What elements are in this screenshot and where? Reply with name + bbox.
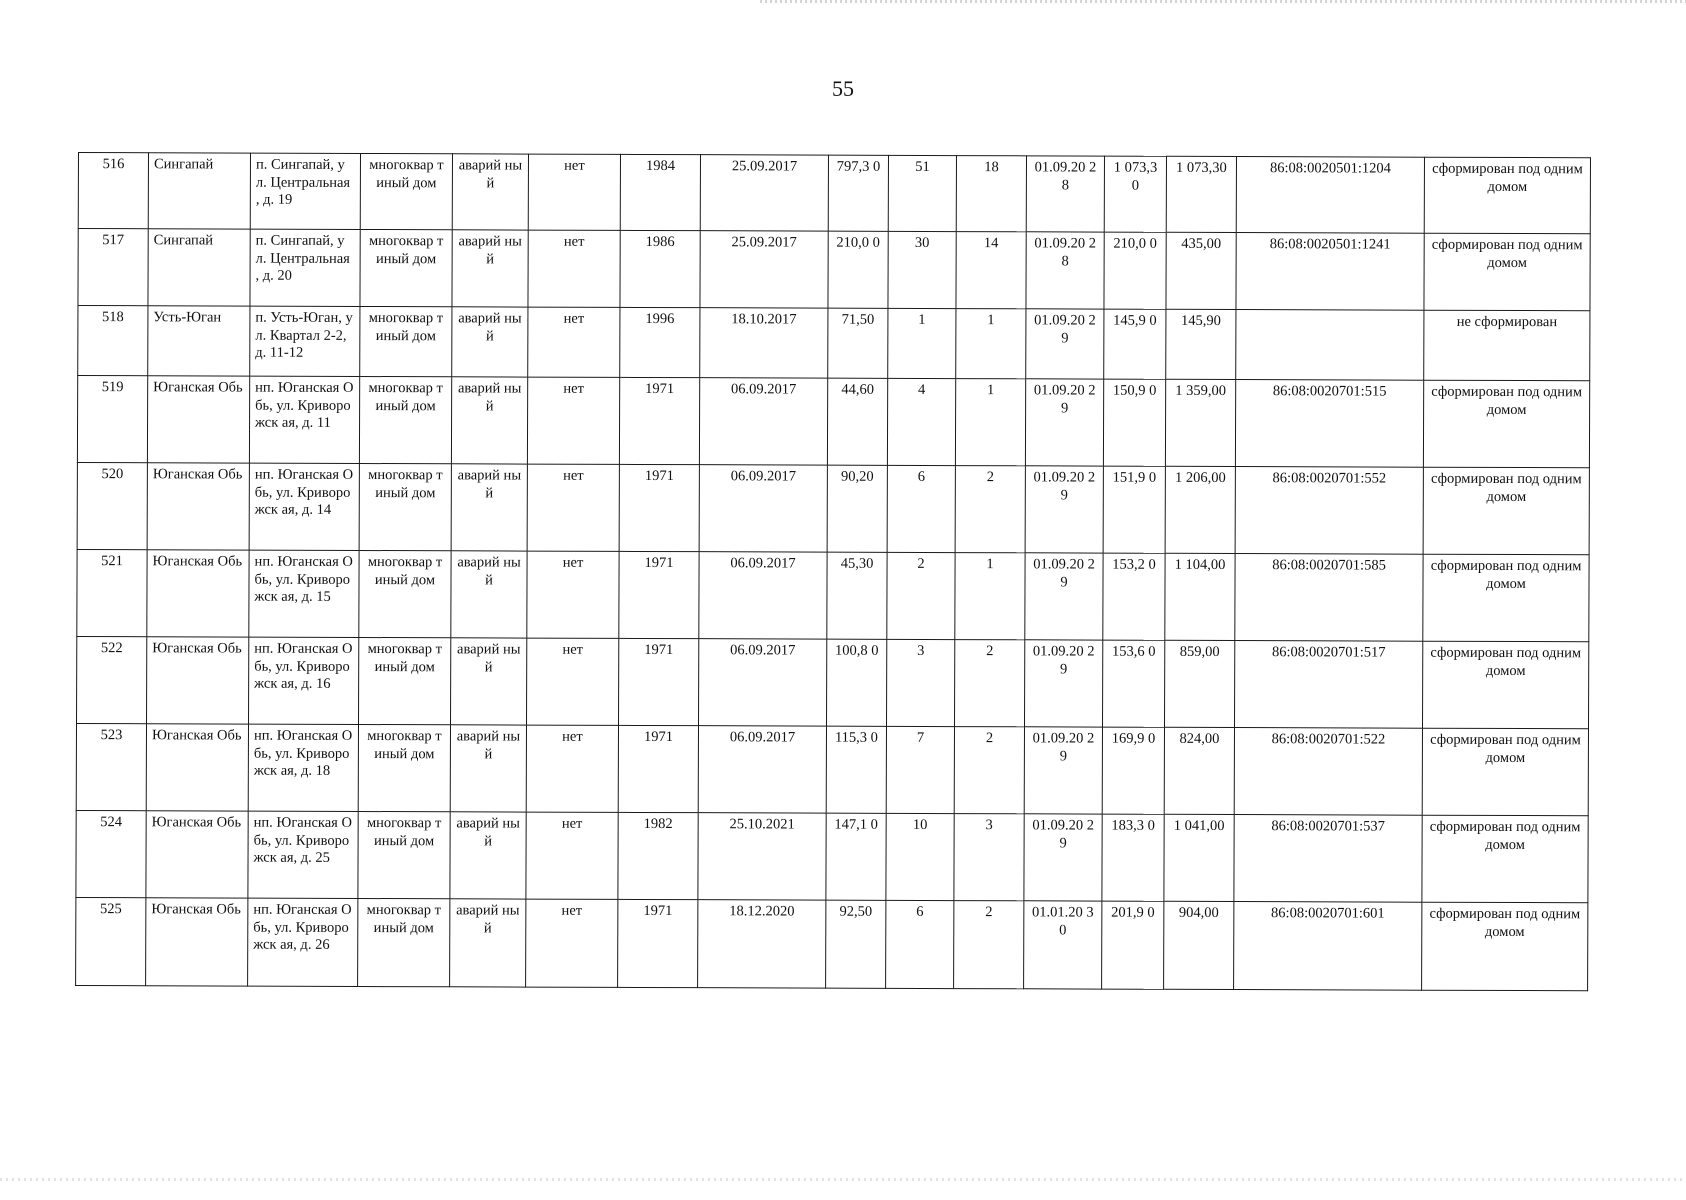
cell-status-flag: нет bbox=[527, 464, 619, 551]
cell-residents: 6 bbox=[887, 465, 955, 552]
cell-land-status: сформирован под одним домом bbox=[1424, 157, 1590, 234]
cell-address: нп. Юганская Обь, ул. Криворожск ая, д. 14 bbox=[249, 463, 359, 550]
cell-row-number: 520 bbox=[77, 462, 147, 549]
cell-apartments: 1 bbox=[955, 379, 1025, 466]
cell-total-area: 153,6 0 bbox=[1102, 640, 1164, 727]
cell-condition: аварий ный bbox=[452, 230, 528, 307]
cell-relocation-date: 01.09.20 28 bbox=[1026, 232, 1104, 309]
cell-status-flag: нет bbox=[527, 377, 619, 464]
cell-recognition-date: 25.09.2017 bbox=[700, 155, 828, 231]
cell-total-area: 183,3 0 bbox=[1102, 814, 1164, 901]
cell-apartments: 1 bbox=[956, 309, 1026, 379]
cell-relocation-date: 01.09.20 29 bbox=[1026, 309, 1104, 379]
cell-total-area: 201,9 0 bbox=[1102, 901, 1164, 989]
cell-row-number: 518 bbox=[78, 306, 148, 376]
cell-land-area: 859,00 bbox=[1164, 640, 1234, 727]
cell-residents: 4 bbox=[887, 378, 955, 465]
cell-residents: 6 bbox=[886, 900, 954, 988]
cell-area-value: 44,60 bbox=[827, 378, 887, 465]
cell-area-value: 147,1 0 bbox=[826, 813, 886, 900]
cell-area-value: 45,30 bbox=[827, 552, 887, 639]
cell-build-year: 1971 bbox=[618, 725, 698, 812]
cell-land-area: 145,90 bbox=[1166, 309, 1236, 379]
cell-address: нп. Юганская Обь, ул. Криворожск ая, д. 26 bbox=[248, 898, 358, 986]
cell-total-area: 151,9 0 bbox=[1103, 466, 1165, 553]
cell-area-value: 210,0 0 bbox=[828, 231, 888, 308]
cell-cadastral-number: 86:08:0020501:1204 bbox=[1236, 157, 1424, 234]
cell-status-flag: нет bbox=[526, 725, 618, 812]
cell-status-flag: нет bbox=[526, 899, 618, 987]
cell-settlement: Юганская Обь bbox=[147, 376, 249, 463]
cell-relocation-date: 01.09.20 28 bbox=[1026, 156, 1104, 232]
cell-building-type: многоквар тиный дом bbox=[358, 724, 450, 811]
cell-land-status: сформирован под одним домом bbox=[1422, 728, 1588, 816]
cell-land-area: 824,00 bbox=[1164, 727, 1234, 814]
table-row bbox=[77, 549, 1589, 641]
cell-row-number: 516 bbox=[78, 153, 148, 229]
cell-building-type: многоквар тиный дом bbox=[359, 376, 451, 463]
cell-settlement: Юганская Обь bbox=[146, 724, 248, 811]
cell-cadastral-number: 86:08:0020701:601 bbox=[1234, 902, 1422, 991]
cell-land-status: сформирован под одним домом bbox=[1422, 641, 1588, 729]
cell-relocation-date: 01.09.20 29 bbox=[1025, 379, 1103, 466]
table-row bbox=[78, 306, 1590, 381]
cell-residents: 3 bbox=[887, 639, 955, 726]
cell-build-year: 1986 bbox=[620, 230, 700, 307]
cell-residents: 30 bbox=[888, 231, 956, 308]
cell-recognition-date: 06.09.2017 bbox=[699, 465, 827, 552]
table-row bbox=[77, 462, 1589, 554]
cell-recognition-date: 06.09.2017 bbox=[698, 726, 826, 813]
cell-area-value: 797,3 0 bbox=[828, 155, 888, 231]
cell-settlement: Юганская Обь bbox=[146, 811, 248, 898]
cell-address: п. Сингапай, ул. Центральная , д. 19 bbox=[250, 153, 360, 229]
cell-settlement: Усть-Юган bbox=[148, 306, 250, 376]
cell-relocation-date: 01.09.20 29 bbox=[1024, 814, 1102, 901]
cell-row-number: 522 bbox=[77, 636, 147, 723]
cell-land-area: 435,00 bbox=[1166, 232, 1236, 309]
cell-apartments: 14 bbox=[956, 232, 1026, 309]
cell-row-number: 517 bbox=[78, 229, 148, 306]
cell-settlement: Юганская Обь bbox=[147, 637, 249, 724]
cell-address: п. Сингапай, ул. Центральная , д. 20 bbox=[250, 229, 360, 306]
cell-apartments: 2 bbox=[955, 466, 1025, 553]
cell-relocation-date: 01.09.20 29 bbox=[1025, 466, 1103, 553]
cell-cadastral-number: 86:08:0020701:517 bbox=[1234, 641, 1422, 729]
cell-condition: аварий ный bbox=[452, 307, 528, 377]
cell-address: нп. Юганская Обь, ул. Криворожск ая, д. 18 bbox=[248, 724, 358, 811]
table-row bbox=[77, 636, 1589, 728]
cell-condition: аварий ный bbox=[450, 899, 526, 987]
cell-land-status: сформирован под одним домом bbox=[1423, 554, 1589, 642]
cell-build-year: 1971 bbox=[619, 638, 699, 725]
table-row bbox=[76, 810, 1588, 902]
cell-build-year: 1971 bbox=[618, 899, 698, 987]
cell-building-type: многоквар тиный дом bbox=[360, 306, 452, 376]
cell-residents: 2 bbox=[887, 552, 955, 639]
cell-build-year: 1984 bbox=[620, 154, 700, 230]
cell-land-area: 1 073,30 bbox=[1166, 156, 1236, 232]
cell-condition: аварий ный bbox=[451, 551, 527, 638]
cell-status-flag: нет bbox=[527, 638, 619, 725]
cell-land-area: 1 104,00 bbox=[1165, 553, 1235, 640]
cell-total-area: 169,9 0 bbox=[1102, 727, 1164, 814]
cell-area-value: 90,20 bbox=[827, 465, 887, 552]
cell-address: нп. Юганская Обь, ул. Криворожск ая, д. 11 bbox=[249, 376, 359, 463]
cell-condition: аварий ный bbox=[451, 464, 527, 551]
cell-relocation-date: 01.09.20 29 bbox=[1025, 553, 1103, 640]
cell-status-flag: нет bbox=[528, 154, 620, 230]
cell-settlement: Юганская Обь bbox=[146, 898, 248, 986]
cell-relocation-date: 01.09.20 29 bbox=[1024, 640, 1102, 727]
cell-area-value: 92,50 bbox=[826, 900, 886, 988]
cell-total-area: 153,2 0 bbox=[1103, 553, 1165, 640]
cell-status-flag: нет bbox=[526, 812, 618, 899]
cell-land-area: 1 041,00 bbox=[1164, 814, 1234, 901]
cell-land-status: не сформирован bbox=[1424, 310, 1590, 381]
cell-building-type: многоквар тиный дом bbox=[358, 811, 450, 898]
cell-land-area: 1 206,00 bbox=[1165, 466, 1235, 553]
scan-edge-bottom bbox=[0, 1178, 1686, 1181]
cell-residents: 51 bbox=[888, 155, 956, 231]
cell-row-number: 524 bbox=[76, 810, 146, 897]
cell-building-type: многоквар тиный дом bbox=[359, 637, 451, 724]
cell-address: п. Усть-Юган, ул. Квартал 2-2, д. 11-12 bbox=[250, 306, 360, 376]
cell-residents: 10 bbox=[886, 813, 954, 900]
table-body bbox=[76, 153, 1591, 991]
cell-row-number: 523 bbox=[76, 723, 146, 810]
cell-row-number: 519 bbox=[77, 376, 147, 463]
cell-recognition-date: 06.09.2017 bbox=[699, 552, 827, 639]
cell-relocation-date: 01.01.20 30 bbox=[1024, 901, 1102, 989]
cell-address: нп. Юганская Обь, ул. Криворожск ая, д. 16 bbox=[249, 637, 359, 724]
cell-land-status: сформирован под одним домом bbox=[1422, 902, 1588, 991]
cell-cadastral-number bbox=[1236, 310, 1424, 381]
cell-cadastral-number: 86:08:0020701:585 bbox=[1235, 554, 1423, 642]
cell-recognition-date: 18.12.2020 bbox=[698, 900, 826, 988]
cell-condition: аварий ный bbox=[451, 377, 527, 464]
cell-condition: аварий ный bbox=[451, 638, 527, 725]
cell-land-area: 1 359,00 bbox=[1165, 379, 1235, 466]
cell-cadastral-number: 86:08:0020701:552 bbox=[1235, 467, 1423, 555]
cell-address: нп. Юганская Обь, ул. Криворожск ая, д. 15 bbox=[249, 550, 359, 637]
cell-relocation-date: 01.09.20 29 bbox=[1024, 727, 1102, 814]
cell-recognition-date: 06.09.2017 bbox=[699, 639, 827, 726]
cell-condition: аварий ный bbox=[450, 725, 526, 812]
cell-settlement: Сингапай bbox=[148, 153, 250, 229]
cell-apartments: 18 bbox=[956, 156, 1026, 232]
cell-area-value: 115,3 0 bbox=[826, 726, 886, 813]
cell-settlement: Сингапай bbox=[148, 229, 250, 306]
cell-total-area: 1 073,3 0 bbox=[1104, 156, 1166, 232]
cell-build-year: 1971 bbox=[619, 377, 699, 464]
cell-build-year: 1971 bbox=[619, 551, 699, 638]
cell-apartments: 3 bbox=[954, 814, 1024, 901]
emergency-housing-table bbox=[75, 152, 1591, 991]
cell-land-status: сформирован под одним домом bbox=[1423, 467, 1589, 555]
table-row bbox=[78, 153, 1590, 234]
cell-residents: 7 bbox=[886, 726, 954, 813]
cell-build-year: 1982 bbox=[618, 812, 698, 899]
cell-recognition-date: 18.10.2017 bbox=[700, 308, 828, 378]
cell-total-area: 210,0 0 bbox=[1104, 232, 1166, 309]
cell-status-flag: нет bbox=[528, 230, 620, 307]
cell-recognition-date: 25.10.2021 bbox=[698, 813, 826, 900]
cell-condition: аварий ный bbox=[450, 812, 526, 899]
cell-cadastral-number: 86:08:0020701:522 bbox=[1234, 728, 1422, 816]
cell-recognition-date: 25.09.2017 bbox=[700, 231, 828, 308]
table-wrapper bbox=[75, 152, 1591, 991]
cell-settlement: Юганская Обь bbox=[147, 463, 249, 550]
cell-address: нп. Юганская Обь, ул. Криворожск ая, д. 25 bbox=[248, 811, 358, 898]
page-number: 55 bbox=[832, 76, 854, 101]
table-row bbox=[76, 723, 1588, 815]
cell-area-value: 100,8 0 bbox=[827, 639, 887, 726]
cell-land-status: сформирован под одним домом bbox=[1424, 233, 1590, 311]
cell-apartments: 2 bbox=[954, 727, 1024, 814]
cell-land-status: сформирован под одним домом bbox=[1422, 815, 1588, 903]
cell-build-year: 1971 bbox=[619, 464, 699, 551]
cell-building-type: многоквар тиный дом bbox=[360, 153, 452, 229]
cell-building-type: многоквар тиный дом bbox=[359, 463, 451, 550]
cell-row-number: 521 bbox=[77, 549, 147, 636]
cell-recognition-date: 06.09.2017 bbox=[699, 378, 827, 465]
cell-residents: 1 bbox=[888, 308, 956, 378]
cell-status-flag: нет bbox=[528, 307, 620, 377]
cell-area-value: 71,50 bbox=[828, 308, 888, 378]
cell-settlement: Юганская Обь bbox=[147, 550, 249, 637]
cell-build-year: 1996 bbox=[620, 307, 700, 377]
scan-edge-top bbox=[760, 0, 1686, 3]
cell-row-number: 525 bbox=[76, 897, 146, 985]
cell-apartments: 2 bbox=[954, 640, 1024, 727]
cell-cadastral-number: 86:08:0020501:1241 bbox=[1236, 233, 1424, 311]
cell-apartments: 1 bbox=[955, 553, 1025, 640]
table-row bbox=[77, 376, 1589, 468]
table-row bbox=[78, 229, 1590, 311]
table-row bbox=[76, 897, 1588, 990]
cell-condition: аварий ный bbox=[452, 154, 528, 230]
cell-apartments: 2 bbox=[954, 901, 1024, 989]
cell-cadastral-number: 86:08:0020701:515 bbox=[1235, 380, 1423, 468]
cell-land-area: 904,00 bbox=[1164, 901, 1234, 989]
cell-building-type: многоквар тиный дом bbox=[359, 550, 451, 637]
cell-total-area: 145,9 0 bbox=[1104, 309, 1166, 379]
cell-cadastral-number: 86:08:0020701:537 bbox=[1234, 815, 1422, 903]
cell-status-flag: нет bbox=[527, 551, 619, 638]
cell-building-type: многоквар тиный дом bbox=[360, 229, 452, 306]
cell-total-area: 150,9 0 bbox=[1103, 379, 1165, 466]
cell-land-status: сформирован под одним домом bbox=[1423, 380, 1589, 468]
cell-building-type: многоквар тиный дом bbox=[358, 898, 450, 986]
